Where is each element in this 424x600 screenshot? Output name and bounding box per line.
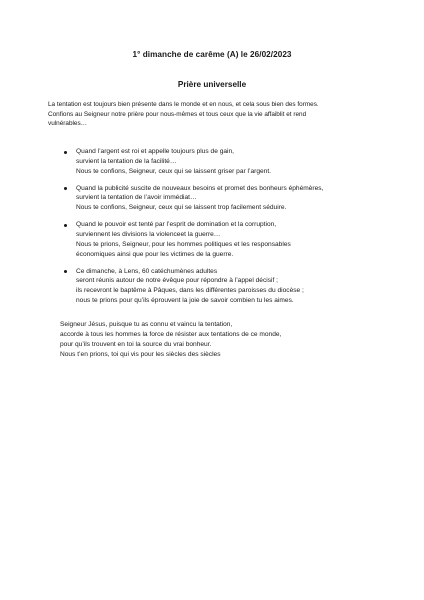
intro-line: vulnérables… (48, 120, 88, 128)
intro-line: Confions au Seigneur notre prière pour nous-mêmes et tous ceux que la vie affaiblit et rend (48, 110, 307, 118)
bullet-icon (64, 151, 67, 154)
page-title: 1° dimanche de carême (A) le 26/02/2023 (132, 50, 292, 59)
intention-line: économiques ainsi que pour les victimes de la guerre. (76, 250, 234, 258)
intention-line: nous te prions pour qu’ils éprouvent la joie de savoir combien tu les aimes. (76, 296, 294, 304)
intention-line: Nous te confions, Seigneur, ceux qui se laissent griser par l’argent. (76, 167, 271, 175)
intro-line: La tentation est toujours bien présente dans le monde et en nous, et cela sous bien des formes. (48, 101, 319, 108)
intention-line: survient la tentation de l’avoir immédiat… (76, 194, 197, 202)
intention-line: ils recevront le baptême à Pâques, dans les différentes paroisses du diocèse ; (76, 287, 304, 295)
intention-line: Quand l’argent est roi et appelle toujours plus de gain, (76, 148, 234, 155)
closing-line: Seigneur Jésus, puisque tu as connu et vaincu la tentation, (60, 321, 233, 328)
intention-line: surviennent les divisions la violenceet la guerre… (76, 230, 221, 238)
intention-line: survient la tentation de la facilité… (76, 157, 177, 165)
bullet-icon (64, 224, 67, 227)
intention-line: Ce dimanche, à Lens, 60 catéchumènes adultes (76, 267, 218, 275)
closing-line: pour qu’ils trouvent en toi la source du vrai bonheur. (60, 341, 212, 348)
intention-item (60, 220, 380, 259)
intentions-list (60, 147, 380, 313)
intention-item (60, 147, 380, 176)
closing-line: accorde à tous les hommes la force de résister aux tentations de ce monde, (60, 331, 282, 338)
intro-paragraph (48, 100, 378, 129)
bullet-icon (64, 270, 67, 273)
intention-line: Quand le pouvoir est tenté par l’esprit de domination et la corruption, (76, 221, 277, 229)
closing-prayer (60, 320, 380, 360)
intention-line: Nous te prions, Seigneur, pour les hommes politiques et les responsables (76, 240, 291, 248)
bullet-icon (64, 187, 67, 190)
intention-line: seront réunis autour de notre évêque pour répondre à l’appel décisif ; (76, 277, 278, 285)
closing-line: Nous t’en prions, toi qui vis pour les siècles des siècles (60, 351, 221, 358)
intention-line: Nous te confions, Seigneur, ceux qui se laissent trop facilement séduire. (76, 204, 287, 212)
intention-item (60, 267, 380, 306)
page-subtitle: Prière universelle (177, 80, 247, 89)
intention-line: Quand la publicité suscite de nouveaux besoins et promet des bonheurs éphémères, (76, 184, 324, 192)
intention-item (60, 184, 380, 213)
